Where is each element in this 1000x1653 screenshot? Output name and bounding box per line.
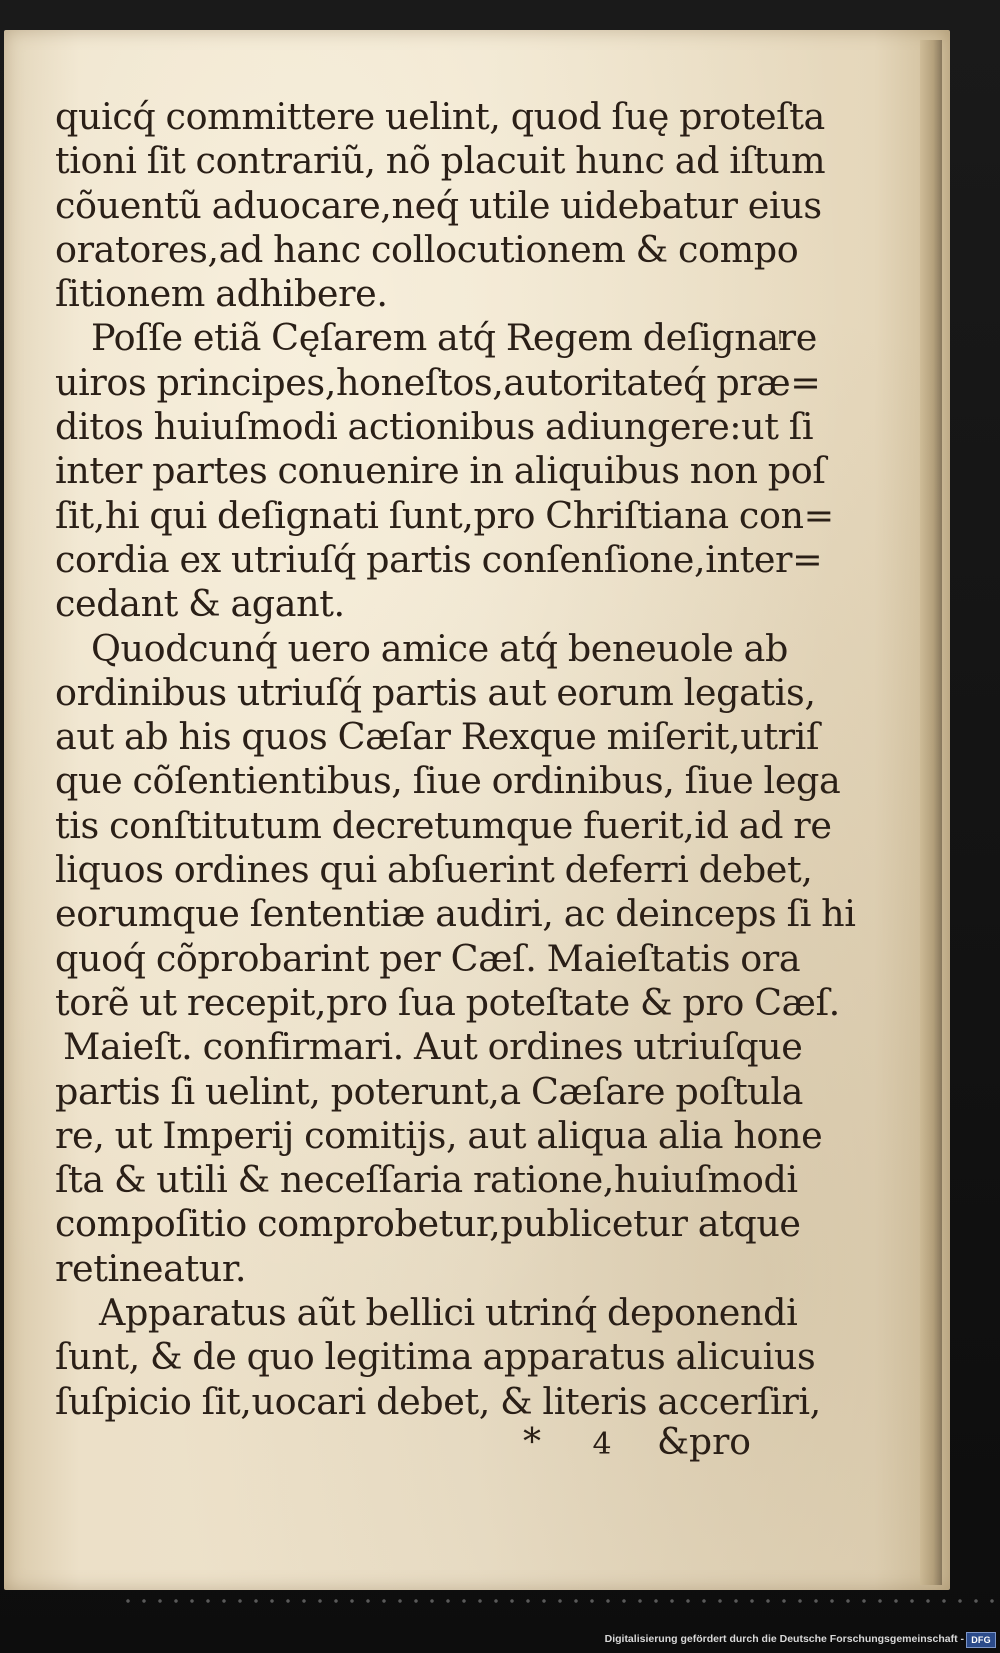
- text-line-10: ſit,hi qui deſignati ſunt,pro Chriſtiana con=: [55, 493, 834, 537]
- signature-catchword-line: [523, 1422, 751, 1463]
- text-line-5: ſitionem adhibere.: [55, 272, 388, 316]
- text-line-26: compoſitio comprobetur,publicetur atque: [55, 1202, 801, 1246]
- text-line-16: que cõſentientibus, ſiue ordinibus, ſiue lega: [55, 759, 841, 803]
- dfg-logo: DFG: [966, 1632, 996, 1648]
- signature-number: 4: [592, 1427, 612, 1462]
- text-line-22: Maieſt. confirmari. Aut ordines utriuſque: [63, 1025, 803, 1069]
- text-line-8: ditos huiuſmodi actionibus adiungere:ut ſi: [55, 405, 814, 449]
- text-line-12: cedant & agant.: [55, 582, 345, 626]
- text-line-18: liquos ordines qui abſuerint deferri debet,: [55, 848, 813, 892]
- text-line-4: oratores,ad hanc collocutionem & compo: [55, 227, 799, 271]
- text-line-28: Apparatus aũt bellici utrinq́ deponendi: [99, 1291, 798, 1335]
- text-line-29: ſunt, & de quo legitima apparatus alicuius: [55, 1335, 816, 1379]
- signature-mark: *: [523, 1422, 541, 1463]
- text-line-23: partis ſi uelint, poterunt,a Cæſare poſtula: [55, 1069, 803, 1113]
- text-line-13: Quodcunq́ uero amice atq́ beneuole ab: [91, 626, 788, 670]
- page-text-block: [55, 95, 856, 1424]
- text-line-1: quicq́ committere uelint, quod ſuę proteſta: [55, 95, 825, 138]
- text-line-21: torẽ ut recepit,pro ſua poteſtate & pro Cæſ.: [55, 980, 840, 1024]
- text-line-27: retineatur.: [55, 1246, 247, 1290]
- text-line-17: tis conſtitutum decretumque fuerit,id ad re: [55, 803, 832, 847]
- text-line-9: inter partes conuenire in aliquibus non poſ: [55, 449, 826, 493]
- scan-dotted-border: [120, 1597, 1000, 1605]
- text-line-3: cõuentũ aduocare,neq́ utile uidebatur eius: [55, 183, 822, 227]
- text-line-25: ſta & utili & neceſſaria ratione,huiuſmodi: [55, 1158, 798, 1202]
- digitization-credit: Digitalisierung gefördert durch die Deutsche Forschungsgemeinschaft -: [604, 1633, 964, 1645]
- text-line-11: cordia ex utriuſq́ partis conſenſione,inter=: [55, 537, 823, 581]
- text-line-24: re, ut Imperij comitijs, aut aliqua alia hone: [55, 1113, 823, 1157]
- text-line-20: quoq́ cõprobarint per Cæſ. Maieſtatis ora: [55, 936, 801, 980]
- text-line-6: Poſſe etiã Cęſarem atq́ Regem deſignare: [91, 316, 817, 360]
- text-line-2: tioni ſit contrariũ, nõ placuit hunc ad iſtum: [55, 139, 826, 183]
- text-line-7: uiros principes,honeſtos,autoritateq́ præ=: [55, 360, 821, 404]
- page-edge-shadow: [920, 40, 942, 1585]
- catchword: &pro: [657, 1422, 751, 1463]
- text-line-14: ordinibus utriuſq́ partis aut eorum legatis,: [55, 670, 816, 714]
- text-line-19: eorumque ſententiæ audiri, ac deinceps ſi hi: [55, 892, 856, 936]
- text-line-30: ſuſpicio ſit,uocari debet, & literis accerſiri,: [55, 1379, 821, 1423]
- text-line-15: aut ab his quos Cæſar Rexque miſerit,utriſ: [55, 715, 820, 759]
